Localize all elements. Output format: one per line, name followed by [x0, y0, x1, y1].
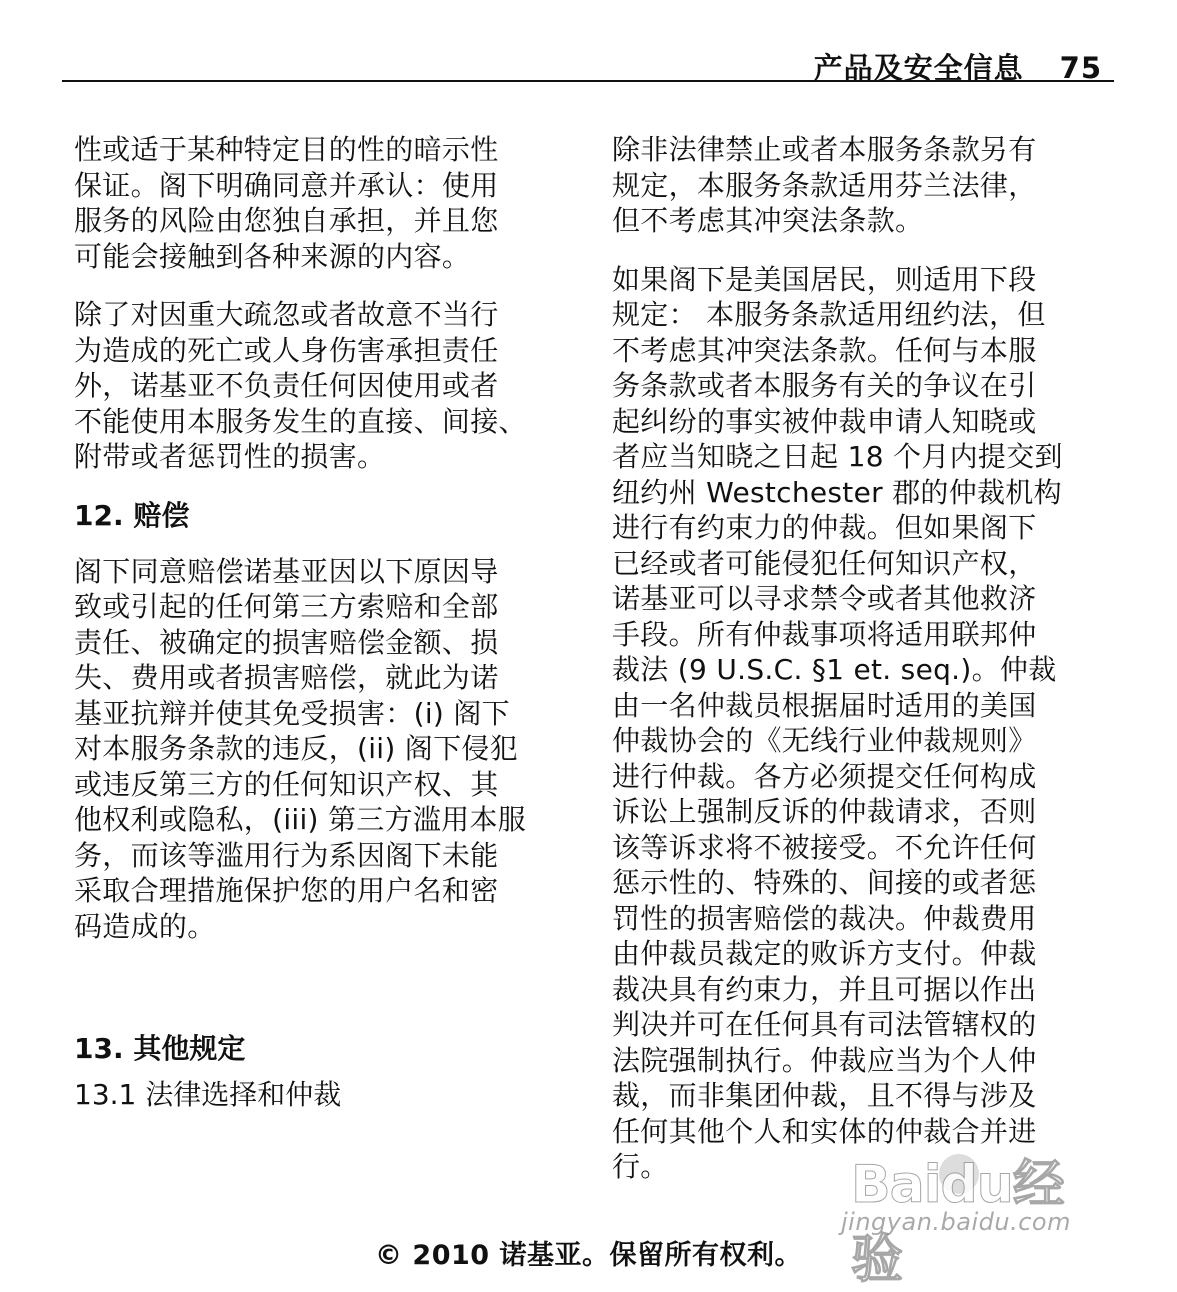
- footer-copyright: © 2010 诺基亚。保留所有权利。: [375, 1240, 802, 1271]
- right-column: [612, 132, 1112, 1208]
- section-13-1-subheading: 13.1 法律选择和仲裁: [74, 1078, 342, 1111]
- header-text: [814, 46, 1102, 87]
- paragraph: 如果阁下是美国居民，则适用下段 规定： 本服务条款适用纽约法，但 不考虑其冲突法条款。任何与本服 务条款或者本服务有关的争议在引 起纠纷的事实被仲裁申请人知晓或 者应当知晓之日起 18 个月内提交到 纽约州 Westchester 郡的仲裁机构 进行有约束力的仲裁。但如果阁下 已经或者可能侵犯任何知识产权， 诺基亚可以寻求禁令或者其他救济 手段。所有仲裁事项将适用联邦仲 裁法 (9 U.S.C. §1 et. seq.)。仲裁 由一名仲裁员根据届时适用的美国 仲裁协会的《无线行业仲裁规则》 进行仲裁。各方必须提交任何构成 诉讼上强制反诉的仲裁请求，否则 该等诉求将不被接受。不允许任何 惩示性的、特殊的、间接的或者惩 罚性的损害赔偿的裁决。仲裁费用 由仲裁员裁定的败诉方支付。仲裁 裁决具有约束力，并且可据以作出 判决并可在任何具有司法管辖权的 法院强制执行。仲裁应当为个人仲 裁，而非集团仲裁，且不得与涉及 任何其他个人和实体的仲裁合并进 行。: [612, 262, 1063, 1183]
- paragraph: 除了对因重大疏忽或者故意不当行 为造成的死亡或人身伤害承担责任 外，诺基亚不负责任何因使用或者 不能使用本服务发生的直接、间接、 附带或者惩罚性的损害。: [74, 298, 527, 473]
- watermark-url: jingyan.baidu.com: [841, 1208, 1071, 1236]
- paragraph: 性或适于某种特定目的性的暗示性 保证。阁下明确同意并承认：使用 服务的风险由您独自承担，并且您 可能会接触到各种来源的内容。: [74, 133, 499, 273]
- page-header: [62, 44, 1114, 85]
- section-13-heading: 13. 其他规定: [74, 1032, 246, 1065]
- page-number: 75: [1059, 51, 1102, 85]
- section-12-heading: 12. 赔偿: [74, 498, 190, 532]
- spacer: [74, 967, 584, 1031]
- left-column: [74, 132, 584, 1113]
- paragraph: 除非法律禁止或者本服务条款另有 规定，本服务条款适用芬兰法律， 但不考虑其冲突法条款。: [612, 133, 1037, 237]
- header-title: 产品及安全信息: [813, 51, 1024, 85]
- section-12-body: 阁下同意赔偿诺基亚因以下原因导 致或引起的任何第三方索赔和全部 责任、被确定的损害赔偿金额、损 失、费用或者损害赔偿，就此为诺 基亚抗辩并使其免受损害：(i) 阁下 对本服务条款的违反，(ii) 阁下侵犯 或违反第三方的任何知识产权、其 他权利或隐私，(iii) 第三方滥用本服 务，而该等滥用行为系因阁下未能 采取合理措施保护您的用户名和密 码造成的。: [74, 554, 527, 943]
- watermark-logo: Baidu经验: [851, 1155, 1064, 1290]
